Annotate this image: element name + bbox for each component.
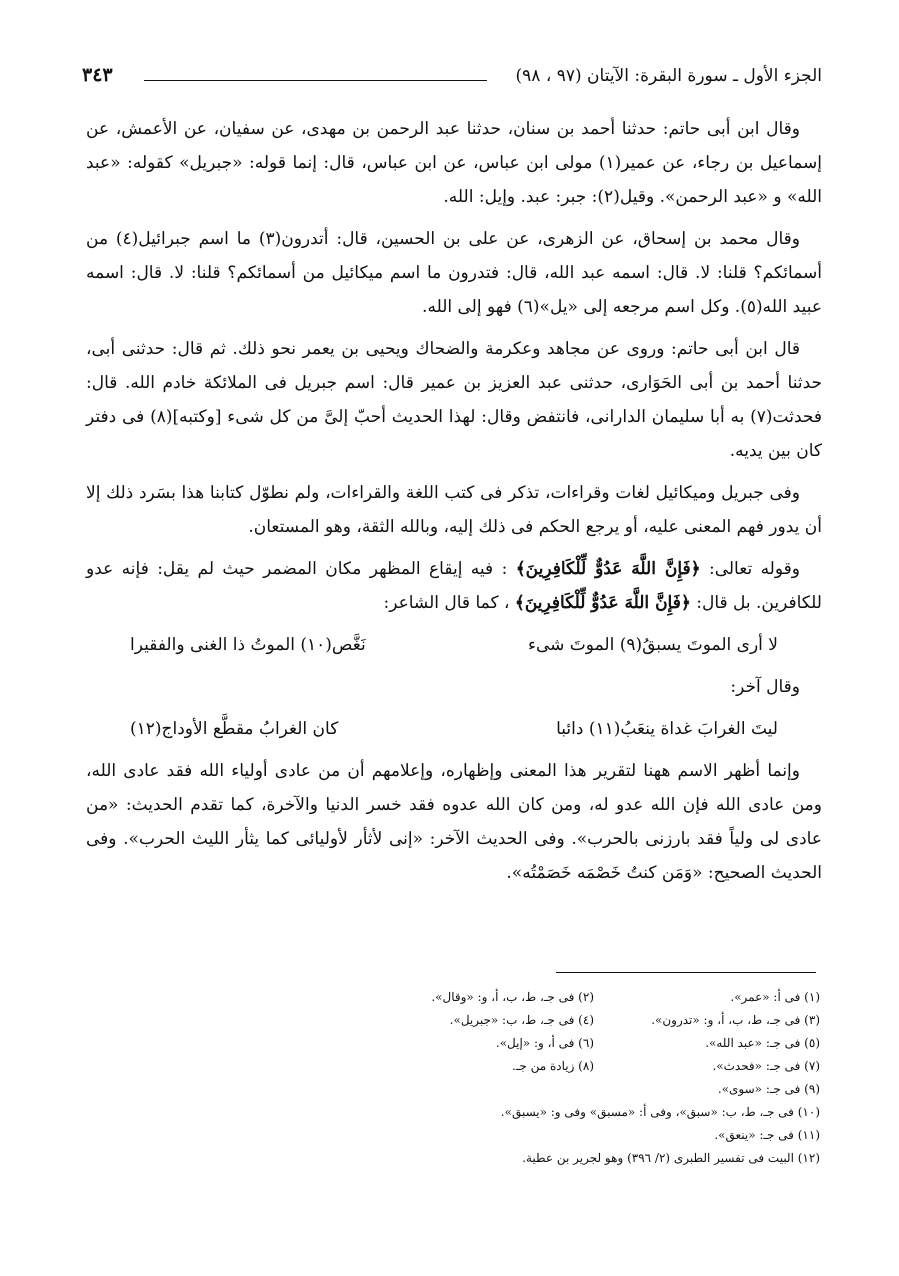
verse-1-first-hemistich: لا أرى الموتَ يسبقُ(٩) الموتَ شىء xyxy=(527,635,778,655)
paragraph-6: وقال آخر: xyxy=(730,677,800,697)
paragraph-4: وفى جبريل وميكائيل لغات وقراءات، تذكر فى كتب اللغة والقراءات، ولم نطوّل كتابنا هذا بسَرد ذلك إلا أن يدور فهم المعنى عليه، أو يرجع الحكم فى ذلك إليه، وبالله الثقة، وهو المستعان. xyxy=(86,483,822,537)
poem-verse-1 xyxy=(130,628,778,662)
footnote-8: (٨) زيادة من جـ. xyxy=(512,1059,594,1073)
quran-quote-2: ﴿فَإِنَّ اللَّهَ عَدُوٌّ لِّلْكَافِرِينَ﴾ xyxy=(514,593,691,613)
footnote-row xyxy=(300,1101,820,1124)
footnote-row xyxy=(300,1147,820,1170)
footnote-2: (٢) فى جـ، ط، ب، أ، و: «وقال». xyxy=(431,990,594,1004)
footnote-10: (١٠) فى جـ، ط، ب: «سبق»، وفى أ: «مسبق» وفى و: «يسبق». xyxy=(500,1105,820,1119)
paragraph-5-end: ، كما قال الشاعر: xyxy=(383,593,510,613)
poem-verse-2 xyxy=(130,712,778,746)
paragraph-5 xyxy=(86,552,822,620)
footnote-row xyxy=(300,1055,820,1078)
footnote-separator xyxy=(556,972,816,973)
paragraph-5-middle: : فيه إيقاع المظهر مكان المضمر حيث لم يقل: فإنه عدو للكافرين. بل قال: xyxy=(86,559,822,613)
quran-quote-1: ﴿فَإِنَّ اللَّهَ عَدُوٌّ لِّلْكَافِرِينَ﴾ xyxy=(515,559,701,579)
footnote-4: (٤) فى جـ، ط، ب: «جبريل». xyxy=(449,1013,594,1027)
paragraph-3: قال ابن أبى حاتم: وروى عن مجاهد وعكرمة والضحاك ويحيى بن يعمر نحو ذلك. ثم قال: حدثنى أبى، حدثنا أحمد بن أبى الحَوَارى، حدثنى عبد العزيز بن عمير قال: اسم جبريل فى الملائكة خادم الله. قال: فحدثت(٧) به أبا سليمان الدارانى، فانتفض وقال: لهذا الحديث أحبّ إلىَّ من كل شىء [وكتبه](٨) فى دفتر كان بين يديه. xyxy=(86,339,822,461)
paragraph-2: وقال محمد بن إسحاق، عن الزهرى، عن على بن الحسين، قال: أتدرون(٣) ما اسم جبرائيل(٤) من أسمائكم؟ قلنا: لا. قال: اسمه عبد الله، قال: فتدرون ما اسم ميكائيل من أسمائكم؟ قلنا: لا. قال: اسمه عبيد الله(٥). وكل اسم مرجعه إلى «يل»(٦) فهو إلى الله. xyxy=(86,229,822,317)
footnote-row xyxy=(300,1124,820,1147)
main-text xyxy=(86,112,822,898)
page-number: ٣٤٣ xyxy=(82,64,113,86)
footnote-row xyxy=(300,1078,820,1101)
footnote-12: (١٢) البيت فى تفسير الطبرى (٢/ ٣٩٦) وهو لجرير بن عطية. xyxy=(522,1151,820,1165)
paragraph-1: وقال ابن أبى حاتم: حدثنا أحمد بن سنان، حدثنا عبد الرحمن بن مهدى، عن سفيان، عن الأعمش، عن إسماعيل بن رجاء، عن عمير(١) مولى ابن عباس، عن ابن عباس، قال: إنما قوله: «جبريل» كقوله: «عبد الله» و «عبد الرحمن». وقيل(٢): جبر: عبد. وإيل: الله. xyxy=(86,119,822,207)
footnote-1: (١) فى أ: «عمر». xyxy=(730,990,820,1004)
header-title: الجزء الأول ـ سورة البقرة: الآيتان (٩٧ ، ٩٨) xyxy=(515,66,822,86)
footnote-11: (١١) فى جـ: «ينعق». xyxy=(714,1128,820,1142)
paragraph-5-intro: وقوله تعالى: xyxy=(708,559,800,579)
verse-2-first-hemistich: ليتَ الغرابَ غداة ينعَبُ(١١) دائبا xyxy=(556,719,778,739)
footnote-3: (٣) فى جـ، ط، ب، أ، و: «تدرون». xyxy=(651,1013,820,1027)
verse-2-second-hemistich: كان الغرابُ مقطَّع الأوداج(١٢) xyxy=(130,719,339,739)
footnote-row xyxy=(300,986,820,1009)
footnote-row xyxy=(300,1009,820,1032)
footnotes xyxy=(300,986,820,1170)
footnote-9: (٩) فى جـ: «سوى». xyxy=(717,1082,820,1096)
footnote-6: (٦) فى أ، و: «إيل». xyxy=(495,1036,594,1050)
footnote-7: (٧) فى جـ: «فحدث». xyxy=(712,1059,820,1073)
footnote-5: (٥) فى جـ: «عبد الله». xyxy=(705,1036,820,1050)
verse-1-second-hemistich: نَغَّص(١٠) الموتُ ذا الغنى والفقيرا xyxy=(130,635,366,655)
footnote-row xyxy=(300,1032,820,1055)
running-header xyxy=(82,62,822,98)
header-rule xyxy=(144,80,487,81)
paragraph-7: وإنما أظهر الاسم ههنا لتقرير هذا المعنى وإظهاره، وإعلامهم أن من عادى أولياء الله فقد عادى الله، ومن عادى الله فإن الله عدو له، ومن كان الله عدوه فقد خسر الدنيا والآخرة، كما تقدم الحديث: «من عادى لى ولياً فقد بارزنى بالحرب». وفى الحديث الآخر: «إنى لأثأر لأوليائى كما يثأر الليث الحرب». وفى الحديث الصحيح: «وَمَن كنتُ خَصْمَه خَصَمْتُه». xyxy=(86,761,822,883)
